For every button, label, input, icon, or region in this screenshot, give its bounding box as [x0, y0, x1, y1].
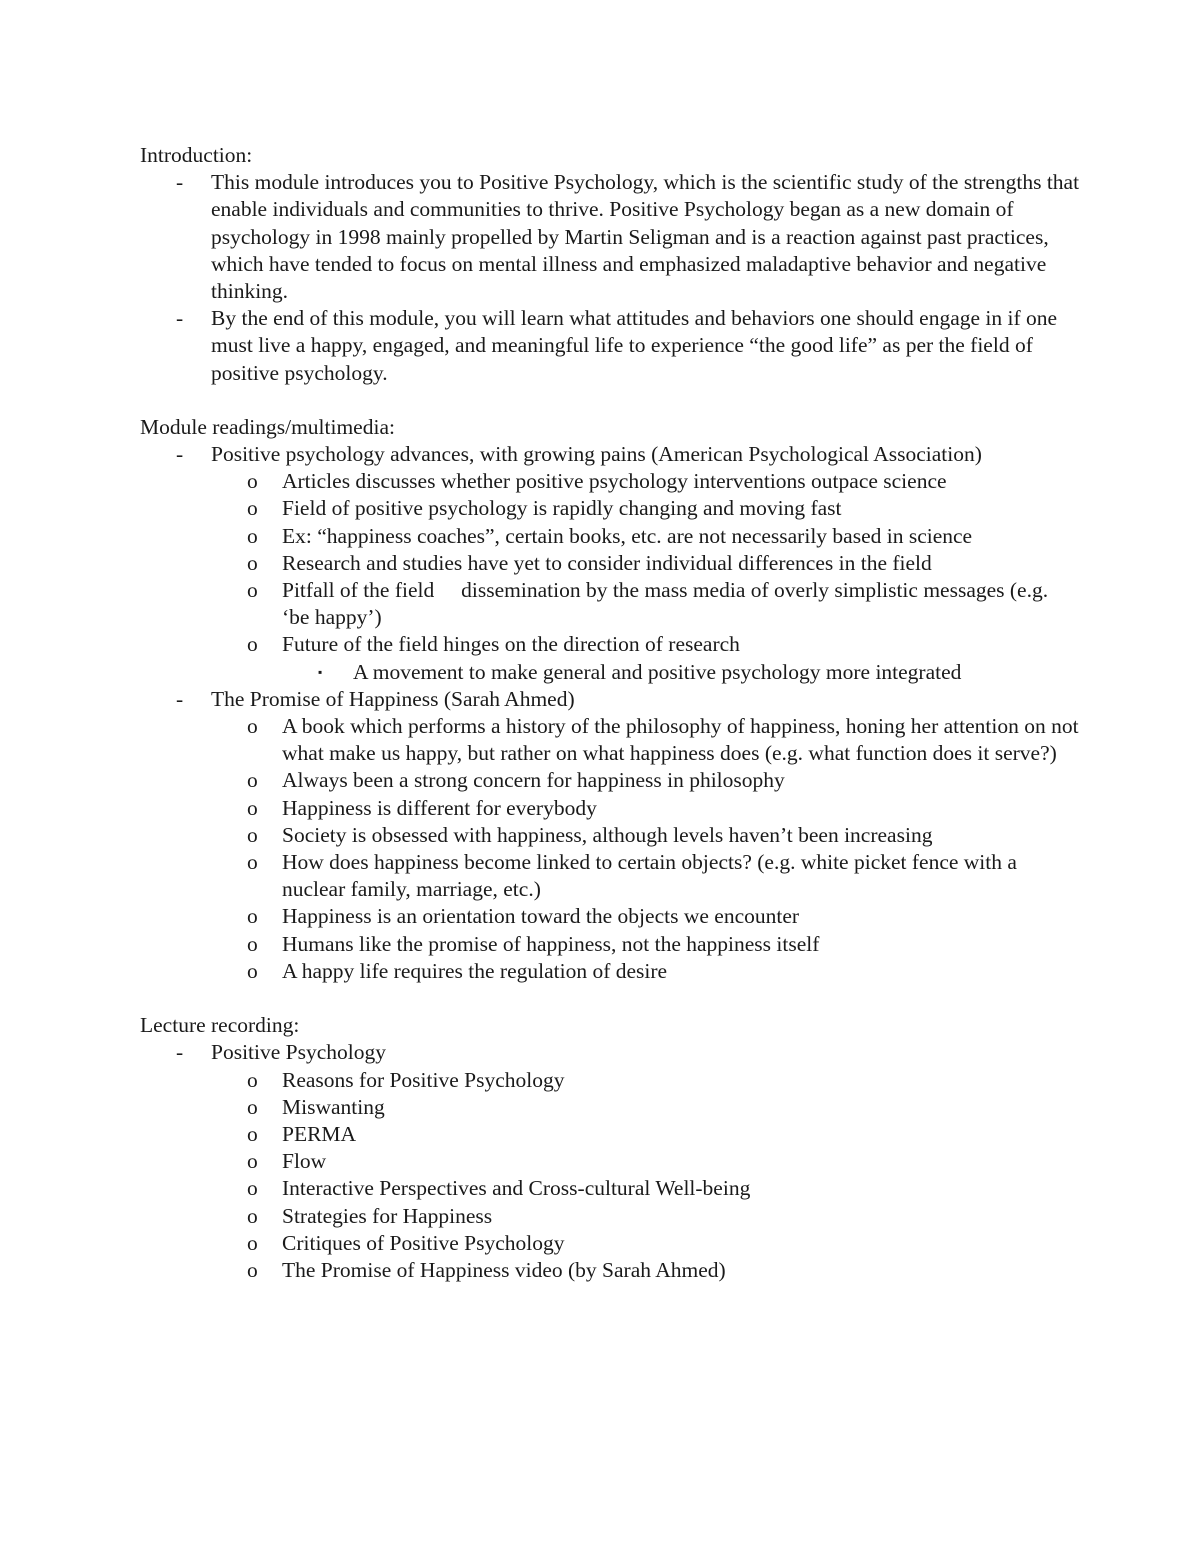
list-item — [211, 1148, 1080, 1175]
circle-bullet: o — [247, 1067, 258, 1092]
list-item-text: Articles discusses whether positive psychology interventions outpace science — [282, 469, 947, 494]
list-item-text: Pitfall of the field dissemination by the mass media of overly simplistic messages (e.g. ‘be happy’) — [282, 578, 1049, 630]
list-item-text: Interactive Perspectives and Cross-cultural Well-being — [282, 1176, 751, 1201]
list-item — [211, 1121, 1080, 1148]
circle-bullet: o — [247, 714, 258, 739]
circle-bullet: o — [247, 1149, 258, 1174]
circle-bullet: o — [247, 523, 258, 548]
circle-bullet: o — [247, 578, 258, 603]
introduction-heading: Introduction: — [140, 143, 253, 167]
list-item — [211, 550, 1080, 577]
dash-bullet: - — [176, 442, 184, 467]
lecture-title: Positive Psychology — [211, 1040, 387, 1065]
section-spacer — [140, 985, 1080, 1012]
lecture-subitems — [140, 1067, 1080, 1285]
list-item — [140, 686, 1080, 985]
list-item — [211, 1230, 1080, 1257]
list-item — [140, 441, 1080, 686]
circle-bullet: o — [247, 1203, 258, 1228]
document-page — [140, 142, 1080, 1284]
lecture-heading: Lecture recording: — [140, 1013, 300, 1038]
reading-subitems — [140, 713, 1080, 985]
list-item-text: Critiques of Positive Psychology — [282, 1230, 565, 1255]
reading-title: Positive psychology advances, with growing pains (American Psychological Association) — [211, 442, 982, 467]
list-item — [140, 1039, 1080, 1284]
list-item — [211, 713, 1080, 767]
list-item — [211, 931, 1080, 958]
section-spacer — [140, 387, 1080, 414]
list-item — [211, 1094, 1080, 1121]
list-item — [211, 468, 1080, 495]
list-item-text: Always been a strong concern for happiness in philosophy — [282, 768, 785, 793]
list-item — [211, 495, 1080, 522]
readings-list — [140, 441, 1080, 985]
reading-title: The Promise of Happiness (Sarah Ahmed) — [211, 686, 575, 711]
list-item-text: Ex: “happiness coaches”, certain books, etc. are not necessarily based in science — [282, 523, 973, 548]
list-item-text: Society is obsessed with happiness, although levels haven’t been increasing — [282, 822, 933, 847]
list-item-text: Humans like the promise of happiness, not the happiness itself — [282, 931, 820, 956]
list-item — [211, 577, 1080, 631]
circle-bullet: o — [247, 795, 258, 820]
circle-bullet: o — [247, 496, 258, 521]
list-item-text: Flow — [282, 1149, 327, 1174]
list-item-text: By the end of this module, you will learn what attitudes and behaviors one should engage in if one must live a happy, engaged, and meaningful life to experience “the good life” as per the field of positive psychology. — [211, 306, 1058, 385]
list-item-text: Research and studies have yet to consider individual differences in the field — [282, 550, 932, 575]
list-item-text: This module introduces you to Positive Psychology, which is the scientific study of the strengths that enable individuals and communities to thrive. Positive Psychology began as a new domain of psychology in 1998 mainly propelled by Martin Seligman and is a reaction against past practices, which have tended to focus on mental illness and emphasized maladaptive behavior and negative thinking. — [211, 170, 1080, 304]
list-item-text: A book which performs a history of the philosophy of happiness, honing her attention on not what make us happy, but rather on what happiness does (e.g. what function does it serve?) — [282, 714, 1079, 766]
list-item-text: Strategies for Happiness — [282, 1203, 493, 1228]
list-item-text: PERMA — [282, 1121, 357, 1146]
list-item-text: A movement to make general and positive psychology more integrated — [353, 659, 962, 684]
circle-bullet: o — [247, 958, 258, 983]
dash-bullet: - — [176, 170, 184, 195]
circle-bullet: o — [247, 1230, 258, 1255]
readings-heading: Module readings/multimedia: — [140, 414, 395, 439]
list-item — [211, 903, 1080, 930]
list-item-text: Miswanting — [282, 1094, 385, 1119]
square-bullet: ▪ — [318, 664, 323, 679]
lecture-list — [140, 1039, 1080, 1284]
list-item — [211, 1175, 1080, 1202]
circle-bullet: o — [247, 1176, 258, 1201]
introduction-list — [140, 169, 1080, 387]
list-item-text: A happy life requires the regulation of desire — [282, 958, 668, 983]
list-item — [211, 1067, 1080, 1094]
nested-subitems — [211, 659, 1080, 686]
dash-bullet: - — [176, 686, 184, 711]
list-item — [211, 523, 1080, 550]
list-item — [211, 822, 1080, 849]
list-item — [282, 659, 1080, 686]
list-item-text: Happiness is different for everybody — [282, 795, 597, 820]
circle-bullet: o — [247, 822, 258, 847]
list-item — [140, 305, 1080, 387]
circle-bullet: o — [247, 550, 258, 575]
list-item-text: Field of positive psychology is rapidly changing and moving fast — [282, 496, 842, 521]
circle-bullet: o — [247, 850, 258, 875]
circle-bullet: o — [247, 768, 258, 793]
circle-bullet: o — [247, 1257, 258, 1282]
circle-bullet: o — [247, 904, 258, 929]
list-item — [211, 795, 1080, 822]
circle-bullet: o — [247, 632, 258, 657]
circle-bullet: o — [247, 931, 258, 956]
list-item — [211, 849, 1080, 903]
list-item — [211, 631, 1080, 685]
circle-bullet: o — [247, 1094, 258, 1119]
list-item-text: Happiness is an orientation toward the objects we encounter — [282, 904, 800, 929]
circle-bullet: o — [247, 1121, 258, 1146]
list-item-text: Future of the field hinges on the direction of research — [282, 632, 740, 657]
list-item-text: How does happiness become linked to certain objects? (e.g. white picket fence with a nuclear family, marriage, etc.) — [282, 850, 1017, 902]
reading-subitems — [140, 468, 1080, 686]
list-item — [140, 169, 1080, 305]
list-item — [211, 767, 1080, 794]
list-item — [211, 1257, 1080, 1284]
list-item-text: Reasons for Positive Psychology — [282, 1067, 565, 1092]
list-item — [211, 958, 1080, 985]
dash-bullet: - — [176, 306, 184, 331]
list-item-text: The Promise of Happiness video (by Sarah Ahmed) — [282, 1257, 726, 1282]
dash-bullet: - — [176, 1040, 184, 1065]
list-item — [211, 1203, 1080, 1230]
circle-bullet: o — [247, 469, 258, 494]
